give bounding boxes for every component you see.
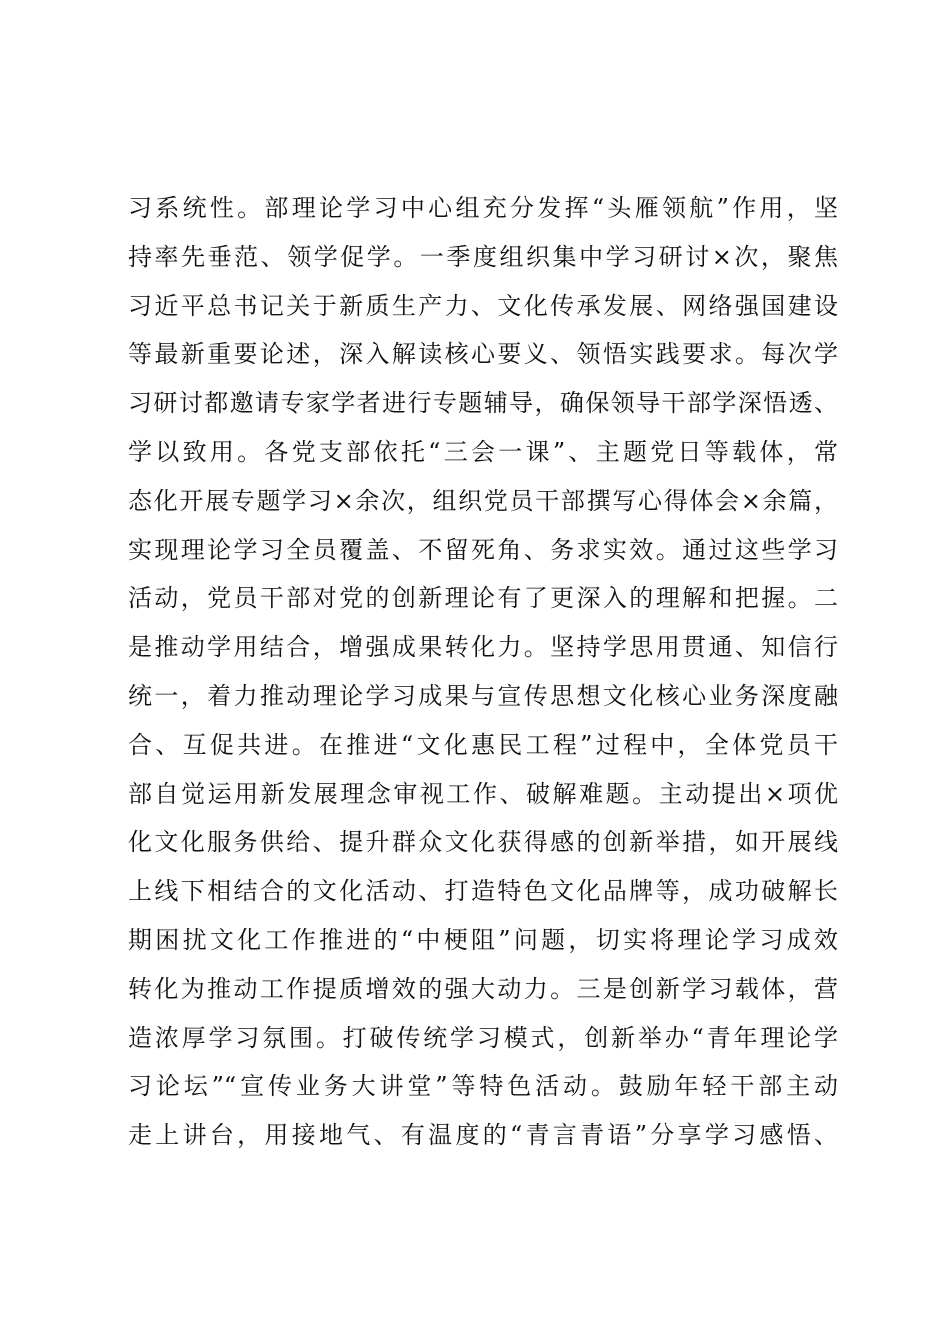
text-line: 化文化服务供给、提升群众文化获得感的创新举措，如开展线: [128, 828, 838, 857]
text-line: 上线下相结合的文化活动、打造特色文化品牌等，成功破解长: [128, 877, 838, 906]
text-line: 活动，党员干部对党的创新理论有了更深入的理解和把握。二: [128, 584, 838, 613]
text-line: 学以致用。各党支部依托“三会一课”、主题党日等载体，常: [128, 437, 838, 466]
text-line: 转化为推动工作提质增效的强大动力。三是创新学习载体，营: [128, 974, 838, 1003]
text-line: 统一，着力推动理论学习成果与宣传思想文化核心业务深度融: [128, 681, 838, 710]
text-line: 期困扰文化工作推进的“中梗阻”问题，切实将理论学习成效: [128, 925, 838, 954]
text-line: 习近平总书记关于新质生产力、文化传承发展、网络强国建设: [128, 291, 838, 320]
text-line: 实现理论学习全员覆盖、不留死角、务求实效。通过这些学习: [128, 535, 838, 564]
text-line: 习系统性。部理论学习中心组充分发挥“头雁领航”作用，坚: [128, 194, 838, 222]
text-line: 习论坛”“宣传业务大讲堂”等特色活动。鼓励年轻干部主动: [128, 1072, 838, 1101]
text-line: 合、互促共进。在推进“文化惠民工程”过程中，全体党员干: [128, 730, 838, 759]
text-line: 态化开展专题学习×余次，组织党员干部撰写心得体会×余篇，: [128, 486, 838, 515]
text-line: 持率先垂范、领学促学。一季度组织集中学习研讨×次，聚焦: [128, 242, 838, 271]
text-line: 部自觉运用新发展理念审视工作、破解难题。主动提出×项优: [128, 779, 838, 808]
text-line: 造浓厚学习氛围。打破传统学习模式，创新举办“青年理论学: [128, 1023, 838, 1052]
text-line: 等最新重要论述，深入解读核心要义、领悟实践要求。每次学: [128, 340, 838, 369]
text-line: 习研讨都邀请专家学者进行专题辅导，确保领导干部学深悟透、: [128, 389, 838, 418]
text-line: 是推动学用结合，增强成果转化力。坚持学思用贯通、知信行: [128, 633, 838, 662]
text-line: 走上讲台，用接地气、有温度的“青言青语”分享学习感悟、: [128, 1121, 838, 1150]
body-paragraph: [128, 184, 838, 1160]
